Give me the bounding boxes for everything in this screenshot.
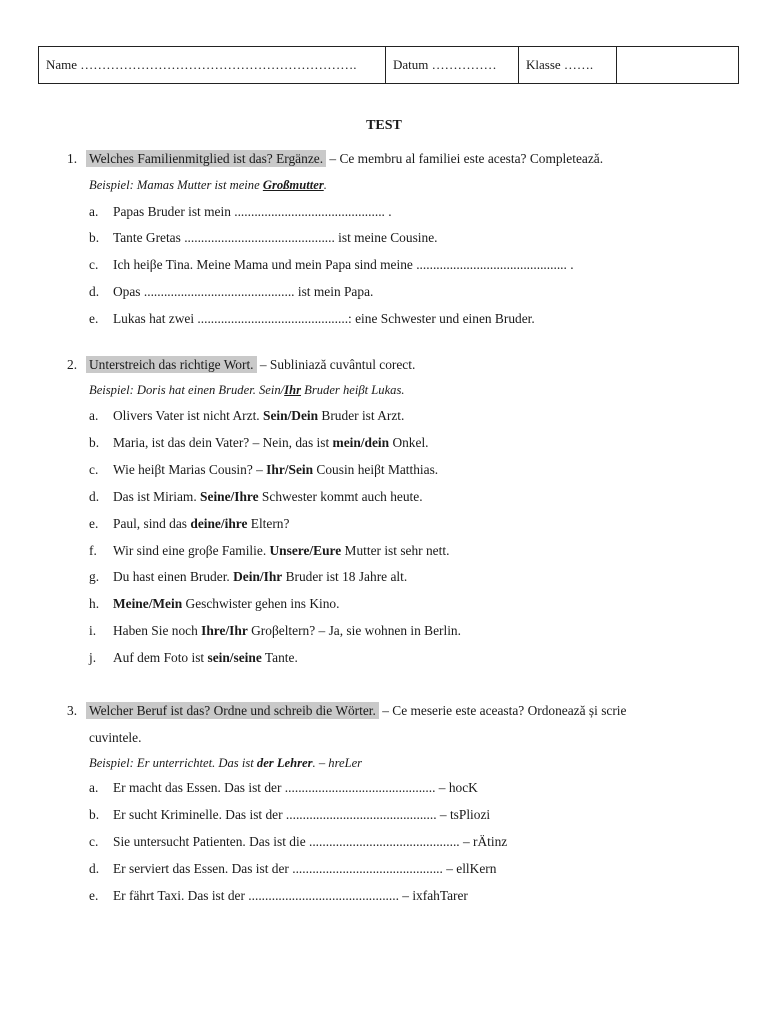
example-line xyxy=(89,383,405,398)
example-answer: Großmutter xyxy=(262,178,324,192)
choice-words[interactable]: sein/seine xyxy=(207,650,262,665)
grade-field[interactable] xyxy=(617,47,739,84)
instruction-german: Welches Familienmitglied ist das? Ergänze. xyxy=(86,150,326,167)
item-letter: a. xyxy=(89,204,99,219)
choice-words[interactable]: Sein/Dein xyxy=(263,408,319,423)
list-item: Maria, ist das dein Vater? – Nein, das ist mein/dein Onkel. xyxy=(113,435,429,450)
list-item: Ich heiβe Tina. Meine Mama und mein Papa sind meine ............................................. . xyxy=(113,257,574,272)
list-item: Du hast einen Bruder. Dein/Ihr Bruder ist 18 Jahre alt. xyxy=(113,569,408,584)
item-letter: a. xyxy=(89,408,99,423)
list-item: Er serviert das Essen. Das ist der ............................................. – ellKern xyxy=(113,861,497,876)
question-number: 1. xyxy=(67,151,78,166)
item-letter: c. xyxy=(89,462,99,477)
item-letter: g. xyxy=(89,569,100,584)
item-letter: i. xyxy=(89,623,97,638)
item-letter: e. xyxy=(89,311,99,326)
datum-field[interactable]: Datum …………… xyxy=(386,47,519,84)
list-item: Er macht das Essen. Das ist der ............................................. – hocK xyxy=(113,780,478,795)
example-line xyxy=(89,756,362,771)
item-letter: e. xyxy=(89,516,99,531)
list-item: Sie untersucht Patienten. Das ist die ............................................. – rÄtinz xyxy=(113,834,508,849)
name-field[interactable]: Name ………………………………………………………. xyxy=(39,47,386,84)
example-text: Beispiel: Er unterrichtet. Das ist xyxy=(89,756,257,770)
item-letter: c. xyxy=(89,834,99,849)
klasse-field[interactable]: Klasse ……. xyxy=(519,47,617,84)
instruction-romanian: – Ce meserie este aceasta? Ordonează și scrie xyxy=(382,703,627,718)
item-letter: b. xyxy=(89,435,100,450)
example-text: Beispiel: Doris hat einen Bruder. Sein/ xyxy=(89,383,285,397)
item-letter: f. xyxy=(89,543,97,558)
item-letter: c. xyxy=(89,257,99,272)
item-letter: d. xyxy=(89,489,100,504)
list-item: Papas Bruder ist mein ............................................. . xyxy=(113,204,392,219)
list-item: Er sucht Kriminelle. Das ist der ............................................. – tsPliozi xyxy=(113,807,491,822)
page-title: TEST xyxy=(366,118,402,133)
item-letter: e. xyxy=(89,888,99,903)
choice-words[interactable]: deine/ihre xyxy=(190,516,248,531)
question-instruction xyxy=(89,703,626,719)
item-letter: a. xyxy=(89,780,99,795)
list-item: Tante Gretas ............................................. ist meine Cousine. xyxy=(113,230,438,245)
instruction-german: Welcher Beruf ist das? Ordne und schreib die Wörter. xyxy=(86,702,379,719)
instruction-romanian: – Ce membru al familiei este acesta? Completează. xyxy=(329,151,604,166)
item-letter: b. xyxy=(89,807,100,822)
list-item: Olivers Vater ist nicht Arzt. Sein/Dein Bruder ist Arzt. xyxy=(113,408,405,423)
item-letter: d. xyxy=(89,861,100,876)
list-item: Haben Sie noch Ihre/Ihr Groβeltern? – Ja, sie wohnen in Berlin. xyxy=(113,623,461,638)
choice-words[interactable]: mein/dein xyxy=(332,435,390,450)
example-suffix: . – hreLer xyxy=(312,756,363,770)
instruction-german: Unterstreich das richtige Wort. xyxy=(86,356,257,373)
question-number: 2. xyxy=(67,357,78,372)
choice-words[interactable]: Meine/Mein xyxy=(113,596,183,611)
choice-words[interactable]: Ihr/Sein xyxy=(266,462,314,477)
choice-words[interactable]: Seine/Ihre xyxy=(200,489,259,504)
example-suffix: . xyxy=(323,178,327,192)
item-letter: b. xyxy=(89,230,100,245)
example-line xyxy=(89,178,327,193)
item-letter: h. xyxy=(89,596,100,611)
list-item: Das ist Miriam. Seine/Ihre Schwester kommt auch heute. xyxy=(113,489,423,504)
question-number: 3. xyxy=(67,703,78,718)
list-item: Opas ............................................. ist mein Papa. xyxy=(113,284,374,299)
item-letter: d. xyxy=(89,284,100,299)
instruction-romanian-continued: cuvintele. xyxy=(89,730,142,745)
list-item: Lukas hat zwei .............................................: eine Schwester und einen Bruder. xyxy=(113,311,535,326)
student-info-table xyxy=(38,46,739,84)
choice-words[interactable]: Unsere/Eure xyxy=(269,543,342,558)
item-letter: j. xyxy=(89,650,97,665)
example-answer: Ihr xyxy=(284,383,301,397)
question-instruction xyxy=(89,357,415,373)
choice-words[interactable]: Ihre/Ihr xyxy=(201,623,248,638)
list-item: Wie heiβt Marias Cousin? – Ihr/Sein Cousin heiβt Matthias. xyxy=(113,462,439,477)
example-answer: der Lehrer xyxy=(256,756,313,770)
example-suffix: Bruder heiβt Lukas. xyxy=(300,383,405,397)
list-item: Wir sind eine groβe Familie. Unsere/Eure Mutter ist sehr nett. xyxy=(113,543,450,558)
question-instruction xyxy=(89,151,603,167)
instruction-romanian: – Subliniază cuvântul corect. xyxy=(259,357,416,372)
choice-words[interactable]: Dein/Ihr xyxy=(233,569,283,584)
list-item: Paul, sind das deine/ihre Eltern? xyxy=(113,516,290,531)
list-item: Er fährt Taxi. Das ist der ............................................. – ixfahTarer xyxy=(113,888,468,903)
example-text: Beispiel: Mamas Mutter ist meine xyxy=(89,178,263,192)
list-item: Auf dem Foto ist sein/seine Tante. xyxy=(113,650,298,665)
list-item: Meine/Mein Geschwister gehen ins Kino. xyxy=(113,596,340,611)
